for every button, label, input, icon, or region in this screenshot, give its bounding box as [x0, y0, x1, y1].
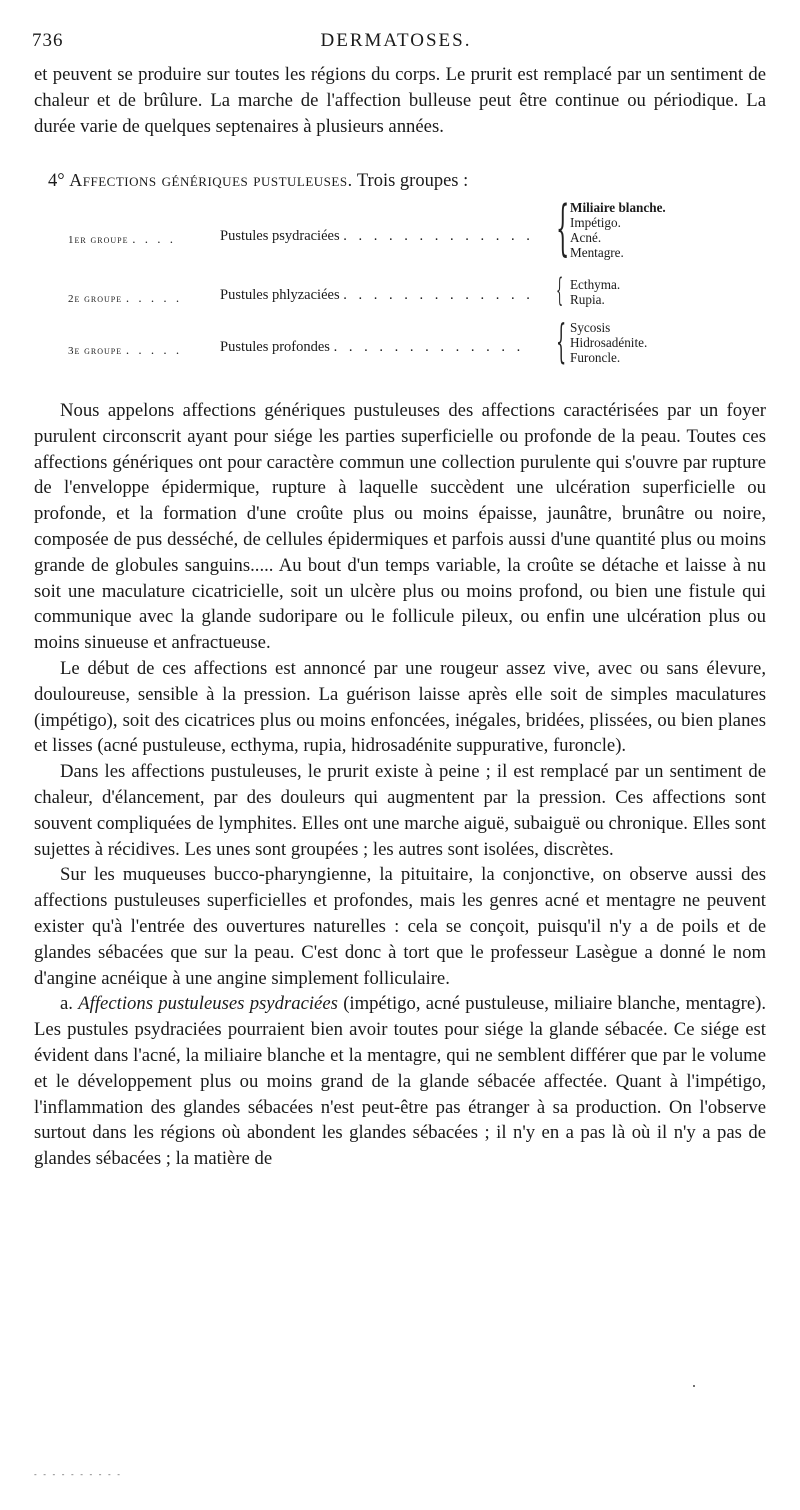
group-brace: {: [556, 314, 567, 368]
paragraph: Dans les affections pustuleuses, le prurit existe à peine ; il est remplacé par un sentiment de chaleur, d'élancement, par des douleurs qui augmentent par la pression. Ces affections sont souvent compliquées de lymphites. Elles ont une marche aiguë, subaiguë ou chronique. Elles sont sujettes à récidives. Les unes sont groupées ; les autres sont isolées, discrètes.: [34, 761, 766, 860]
running-title: DERMATOSES.: [320, 30, 472, 51]
bottom-smudge-line: - - - - - - - - - -: [34, 1470, 668, 1479]
group-item: Hidrosadénite.: [570, 335, 648, 350]
intro-text: et peuvent se produire sur toutes les régions du corps. Le prurit est remplacé par un sentiment de chaleur et de brûlure. La marche de l'affection bulleuse peut être continue ou périodique. La durée varie de quelques septenaires à plusieurs années.: [34, 64, 766, 137]
group-name: 3e groupe . . . . .: [68, 342, 183, 357]
main-text: [34, 398, 766, 1172]
group-item: Impétigo.: [570, 215, 621, 230]
group-type: Pustules psydraciées . . . . . . . . . . . . .: [220, 228, 534, 244]
group-item: Acné.: [570, 230, 602, 245]
group-item: Ecthyma.: [570, 277, 621, 292]
subsection-label: a.: [60, 993, 73, 1015]
section-heading: [48, 170, 468, 192]
group-item: Miliaire blanche.: [570, 200, 666, 215]
subsection-title: Affections pustuleuses psydraciées: [78, 993, 338, 1015]
group-items: [570, 320, 647, 365]
subsection-text: (impétigo, acné pustuleuse, miliaire blanche, mentagre). Les pustules psydraciées pourraient bien avoir toutes pour siége la glande sébacée. Ce siége est évident dans l'acné, la miliaire blanche et la mentagre, qui ne semblent différer que par le volume et le développement plus ou moins grand de la glande sébacée affectée. Quant à l'impétigo, l'inflammation des glandes sébacées n'est peut-être pas étranger à sa production. On l'observe surtout dans les régions où abondent les glandes sébacées ; il n'y en a pas là où il n'y a pas de glandes sébacées ; la matière de: [34, 993, 767, 1170]
group-item: Rupia.: [570, 292, 605, 307]
group-item: Sycosis: [570, 320, 611, 335]
print-speck: [693, 1385, 695, 1387]
group-brace: {: [556, 271, 564, 309]
group-item: Furoncle.: [570, 350, 621, 365]
section-title: Affections génériques pustuleuses.: [69, 170, 353, 190]
groups-table: [0, 193, 800, 372]
paragraph: Le début de ces affections est annoncé par une rougeur assez vive, avec ou sans élevure, douloureuse, sensible à la pression. La guérison laisse après elle soit de simples maculatures (impétigo), soit des cicatrices plus ou moins enfoncées, inégales, bridées, plissées, ou bien planes et lisses (acné pustuleuse, ecthyma, rupia, hidrosadénite suppurative, furoncle).: [34, 657, 766, 757]
group-name: 1er groupe . . . .: [68, 231, 176, 246]
group-items: [570, 277, 620, 307]
group-brace: {: [556, 193, 570, 263]
intro-paragraph: [34, 62, 766, 139]
group-type: Pustules phlyzaciées . . . . . . . . . . . . .: [220, 287, 534, 303]
paragraph: Sur les muqueuses bucco-pharyngienne, la pituitaire, la conjonctive, on observe aussi des affections pustuleuses superficielles et profondes, mais les genres acné et mentagre ne peuvent exister qu'à l'entrée des ouvertures naturelles : cela se conçoit, puisqu'il n'y a de poils et de glandes sébacées que sur la peau. C'est donc à tort que le professeur Lasègue a donné le nom d'angine acnéique à une angine simplement folliculaire.: [34, 864, 766, 989]
group-type: Pustules profondes . . . . . . . . . . . . .: [220, 339, 525, 355]
paragraph-subsection-a: [34, 991, 766, 1172]
page-number: 736: [32, 30, 64, 51]
paragraph: Nous appelons affections génériques pustuleuses des affections caractérisées par un foyer purulent circonscrit ayant pour siége les parties superficielle ou profonde de la peau. Toutes ces affections génériques ont pour caractère commun une collection purulente qui s'ouvre par rupture de l'enveloppe épidermique, rupture à laquelle succèdent une ulcération superficielle ou profonde, et la formation d'une croûte plus ou moins épaisse, jaunâtre, brunâtre ou noire, composée de pus desséché, de cellules épidermiques et parfois aussi d'une quantité plus ou moins grande de globules sanguins..... Au bout d'un temps variable, la croûte se détache et laisse à nu soit une maculature cicatricielle, soit un ulcère plus ou moins profond, ou bien une fistule qui communique avec la glande sudoripare ou le follicule pileux, ou enfin une ulcération plus ou moins sinueuse et anfractueuse.: [34, 400, 766, 654]
group-item: Mentagre.: [570, 245, 624, 260]
section-subtitle: Trois groupes :: [356, 171, 469, 191]
group-items: [570, 200, 666, 260]
page-header: [32, 30, 760, 56]
section-number: 4°: [48, 171, 65, 191]
group-name: 2e groupe . . . . .: [68, 290, 183, 305]
